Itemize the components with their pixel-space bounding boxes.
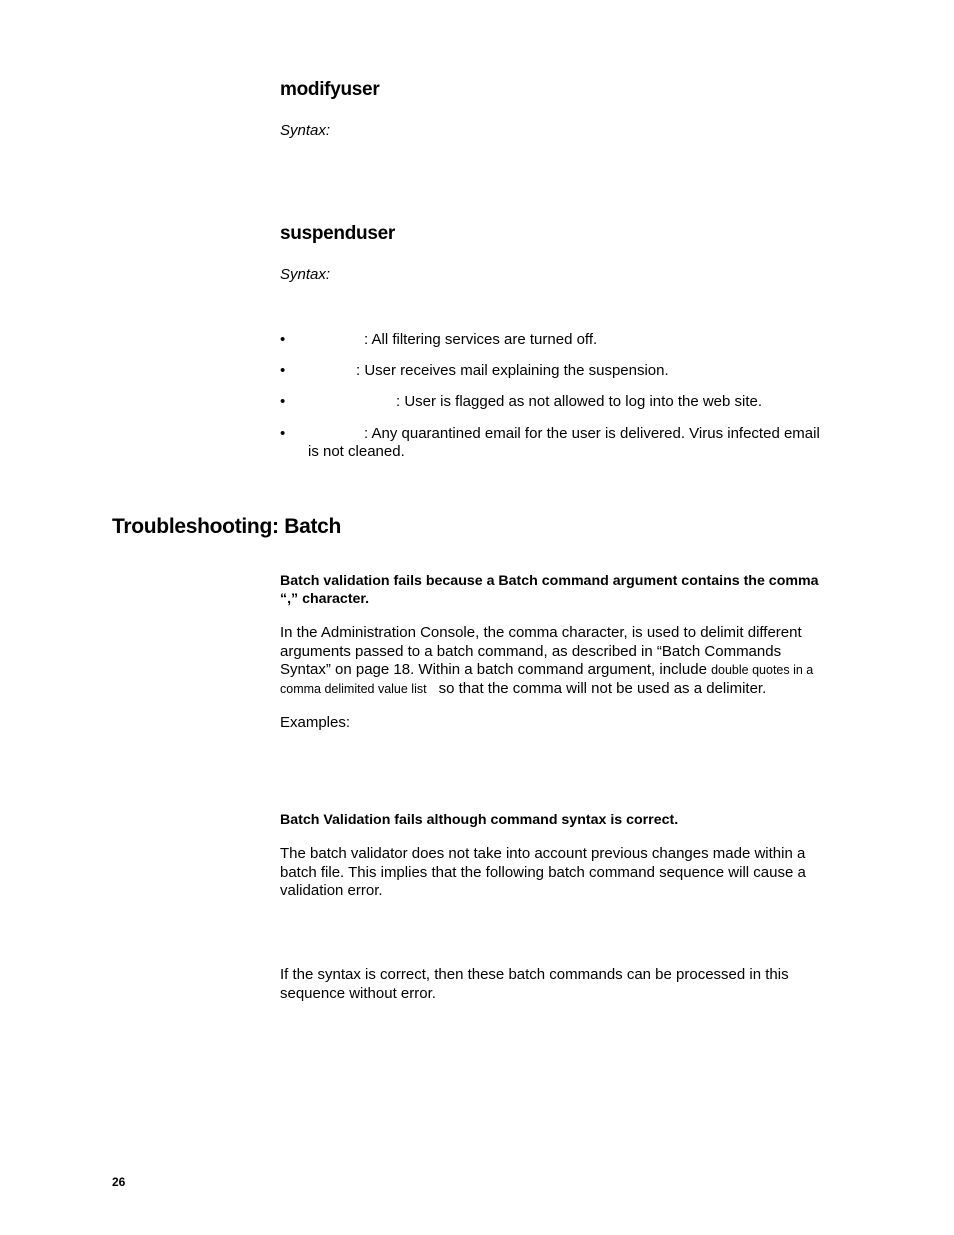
paragraph-line: If the syntax is correct, then these batch commands can be processed in this: [280, 966, 789, 983]
list-item: : User receives mail explaining the suspension.: [356, 362, 669, 379]
paragraph-text: Syntax” on page 18. Within a batch command argument, include: [280, 661, 712, 678]
paragraph-text: so that the comma will not be used as a delimiter.: [438, 679, 767, 697]
syntax-label: Syntax:: [280, 266, 331, 283]
page-number: 26: [112, 1175, 126, 1189]
list-item: : User is flagged as not allowed to log into the web site.: [396, 393, 763, 410]
section-heading-modifyuser: modifyuser: [280, 79, 380, 100]
inline-note: comma delimited value list: [280, 681, 427, 696]
issue-title: [280, 572, 845, 608]
paragraph-line: arguments passed to a batch command, as described in “Batch Commands: [280, 642, 782, 660]
bullet-marker: •: [280, 362, 286, 379]
issue-title: Batch Validation fails although command syntax is correct.: [280, 812, 679, 828]
examples-label: Examples:: [280, 714, 351, 731]
chapter-heading: Troubleshooting: Batch: [112, 515, 342, 538]
issue-title-line: “,” character.: [280, 591, 370, 607]
paragraph-line: The batch validator does not take into account previous changes made within a: [280, 845, 806, 862]
paragraph-line: sequence without error.: [280, 984, 436, 1002]
bullet-marker: •: [280, 331, 286, 348]
list-item-continuation: is not cleaned.: [308, 443, 405, 460]
issue-paragraph: [280, 624, 840, 698]
list-item: : Any quarantined email for the user is delivered. Virus infected email: [364, 425, 820, 442]
section-heading-suspenduser: suspenduser: [280, 223, 395, 244]
issue-title-line: Batch validation fails because a Batch command argument contains the comma: [280, 573, 819, 589]
bullet-marker: •: [280, 425, 286, 442]
paragraph-line: batch file. This implies that the following batch command sequence will cause a: [280, 863, 806, 881]
bullet-marker: •: [280, 393, 286, 410]
issue-paragraph: [280, 845, 840, 901]
list-item: : All filtering services are turned off.: [364, 331, 598, 348]
paragraph-line: validation error.: [280, 882, 383, 899]
inline-note: double quotes in a: [711, 663, 814, 677]
paragraph-line: In the Administration Console, the comma character, is used to delimit different: [280, 624, 802, 641]
paragraph-line: [280, 680, 840, 699]
issue-paragraph: [280, 966, 840, 1003]
paragraph-line: [280, 661, 840, 680]
syntax-label: Syntax:: [280, 122, 331, 139]
